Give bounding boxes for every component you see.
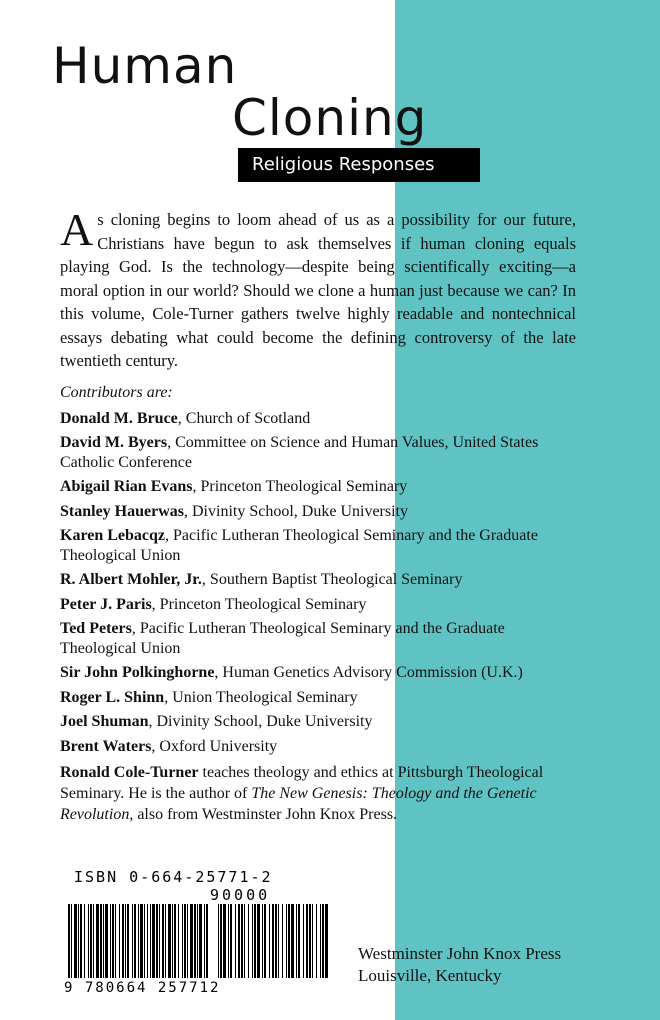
contributor-name: Brent Waters: [60, 737, 152, 755]
contributor-name: Peter J. Paris: [60, 595, 152, 613]
contributor-item: [60, 595, 576, 615]
contributors-heading: Contributors are:: [60, 383, 173, 401]
contributor-affiliation: , Divinity School, Duke University: [148, 713, 373, 730]
contributor-affiliation: , Pacific Lutheran Theological Seminary and the Graduate Theological Union: [60, 527, 538, 564]
editor-text-2: , also from Westminster John Knox Press.: [129, 806, 398, 823]
contributor-affiliation: , Southern Baptist Theological Seminary: [201, 571, 463, 588]
publisher-location: Louisville, Kentucky: [358, 966, 502, 985]
ean-number: 9 780664 257712: [64, 980, 221, 996]
contributor-name: Roger L. Shinn: [60, 688, 165, 706]
back-cover-text: [60, 204, 576, 825]
contributor-affiliation: , Pacific Lutheran Theological Seminary and the Graduate Theological Union: [60, 620, 505, 657]
contributor-affiliation: , Church of Scotland: [177, 409, 311, 427]
contributor-item: [60, 619, 576, 658]
contributor-item: [60, 409, 576, 429]
title-line-2: Cloning: [232, 89, 428, 147]
contributor-name: Abigail Rian Evans: [60, 478, 193, 495]
title-line-1: Human: [52, 37, 238, 95]
contributor-item: [60, 570, 576, 590]
contributor-name: Donald M. Bruce: [60, 409, 178, 427]
contributor-item: [60, 712, 576, 732]
contributor-affiliation: , Union Theological Seminary: [164, 688, 358, 706]
contributor-item: [60, 502, 576, 522]
contributor-affiliation: , Committee on Science and Human Values, United States Catholic Conference: [60, 434, 539, 471]
editor-text-1: teaches theology and ethics at Pittsburgh Theological Seminary. He is the author of: [60, 764, 544, 802]
editor-bio: [60, 762, 576, 825]
barcode-bars: [68, 904, 332, 980]
contributor-name: R. Albert Mohler, Jr.: [60, 571, 202, 588]
contributor-item: [60, 663, 576, 683]
isbn-label: ISBN 0-664-25771-2: [74, 868, 273, 886]
contributor-name: Karen Lebacqz: [60, 527, 166, 544]
contributor-affiliation: , Princeton Theological Seminary: [151, 595, 367, 613]
contributor-item: [60, 477, 576, 497]
contributor-name: Stanley Hauerwas: [60, 502, 184, 520]
drop-cap: A: [60, 204, 94, 255]
subtitle-banner: Religious Responses: [238, 148, 480, 182]
editor-book-title: The New Genesis: Theology and the Genetic Revolution: [60, 785, 537, 823]
contributor-item: [60, 433, 576, 472]
publisher-name: Westminster John Knox Press: [358, 944, 562, 963]
contributor-name: Ted Peters: [60, 620, 132, 637]
contributor-affiliation: , Human Genetics Advisory Commission (U.K.): [214, 664, 523, 681]
contributor-item: [60, 526, 576, 565]
contributor-name: Joel Shuman: [60, 713, 149, 730]
editor-name: Ronald Cole-Turner: [60, 764, 199, 781]
contributor-affiliation: , Divinity School, Duke University: [184, 502, 408, 520]
publisher-block: [358, 943, 561, 987]
contributor-item: [60, 688, 576, 708]
contributor-name: Sir John Polkinghorne: [60, 664, 215, 681]
intro-paragraph: [60, 204, 576, 373]
contributor-name: David M. Byers: [60, 434, 168, 451]
contributors-list: [60, 409, 576, 757]
contributor-item: [60, 737, 576, 757]
isbn-barcode: [60, 864, 336, 1004]
intro-text: s cloning begins to loom ahead of us as a possibility for our future, Christians have begun to ask themselves if human cloning equals playing God. Is the technology—despite being scientifically exciting—a moral option in our world? Should we clone a human just because we can? In this volume, Cole-Turner gathers twelve highly readable and nontechnical essays debating what could become the defining controversy of the late twentieth century.: [60, 210, 576, 370]
contributor-affiliation: , Princeton Theological Seminary: [192, 478, 408, 495]
price-code-label: 90000: [210, 886, 271, 904]
contributor-affiliation: , Oxford University: [151, 737, 278, 755]
